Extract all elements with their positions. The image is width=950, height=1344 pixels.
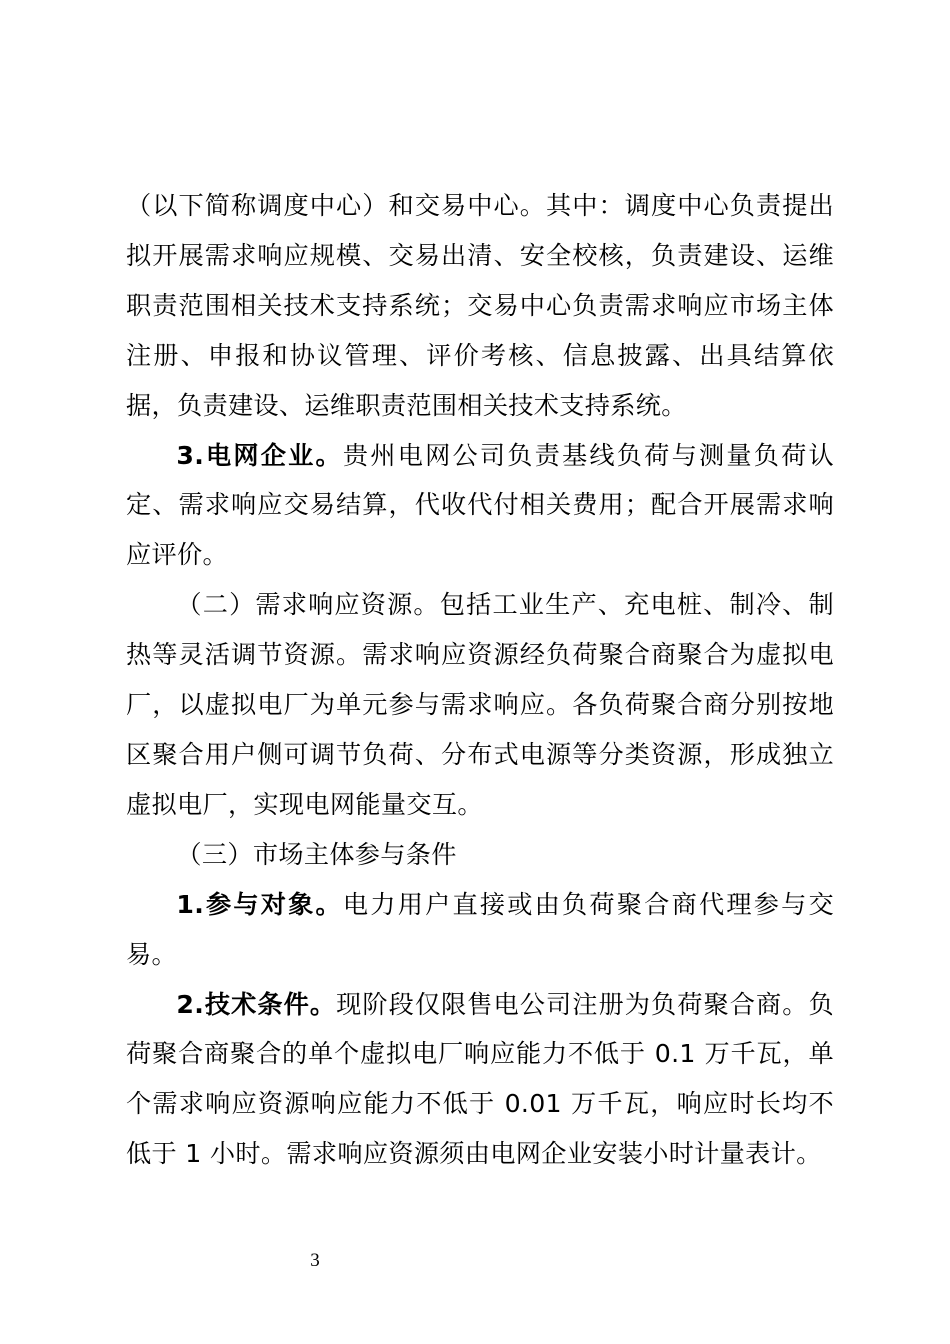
page-number: 3 xyxy=(310,1250,320,1271)
paragraph-text: 现阶段仅限售电公司注册为负荷聚合商。负荷聚合商聚合的单个虚拟电厂响应能力不低于 0.1 万千瓦，单个需求响应资源响应能力不低于 0.01 万千瓦，响应时长均不低于 1 小时。需求响应资源须由电网企业安装小时计量表计。 xyxy=(126,989,834,1169)
paragraph-text: （以下简称调度中心）和交易中心。其中：调度中心负责提出拟开展需求响应规模、交易出清、安全校核，负责建设、运维职责范围相关技术支持系统；交易中心负责需求响应市场主体注册、申报和协议管理、评价考核、信息披露、出具结算依据，负责建设、运维职责范围相关技术支持系统。 xyxy=(126,191,834,420)
paragraph-grid-enterprise xyxy=(126,431,834,581)
paragraph-lead-heading: 2.技术条件。 xyxy=(176,989,337,1019)
paragraph-text: （三）市场主体参与条件 xyxy=(176,839,457,869)
paragraph-continuation xyxy=(126,181,834,431)
paragraph-text: 电力用户直接或由负荷聚合商代理参与交易。 xyxy=(126,889,834,969)
section-heading-participation-conditions xyxy=(126,830,834,880)
paragraph-lead-heading: 1.参与对象。 xyxy=(176,889,343,919)
paragraph-text: （二）需求响应资源。包括工业生产、充电桩、制冷、制热等灵活调节资源。需求响应资源经负荷聚合商聚合为虚拟电厂，以虚拟电厂为单元参与需求响应。各负荷聚合商分别按地区聚合用户侧可调节负荷、分布式电源等分类资源，形成独立虚拟电厂，实现电网能量交互。 xyxy=(126,590,834,819)
paragraph-technical-conditions xyxy=(126,980,834,1180)
document-body xyxy=(126,181,834,1179)
paragraph-demand-response-resources xyxy=(126,580,834,830)
paragraph-participants xyxy=(126,880,834,980)
paragraph-lead-heading: 3.电网企业。 xyxy=(176,440,343,470)
paragraph-text: 贵州电网公司负责基线负荷与测量负荷认定、需求响应交易结算，代收代付相关费用；配合开展需求响应评价。 xyxy=(126,440,834,570)
